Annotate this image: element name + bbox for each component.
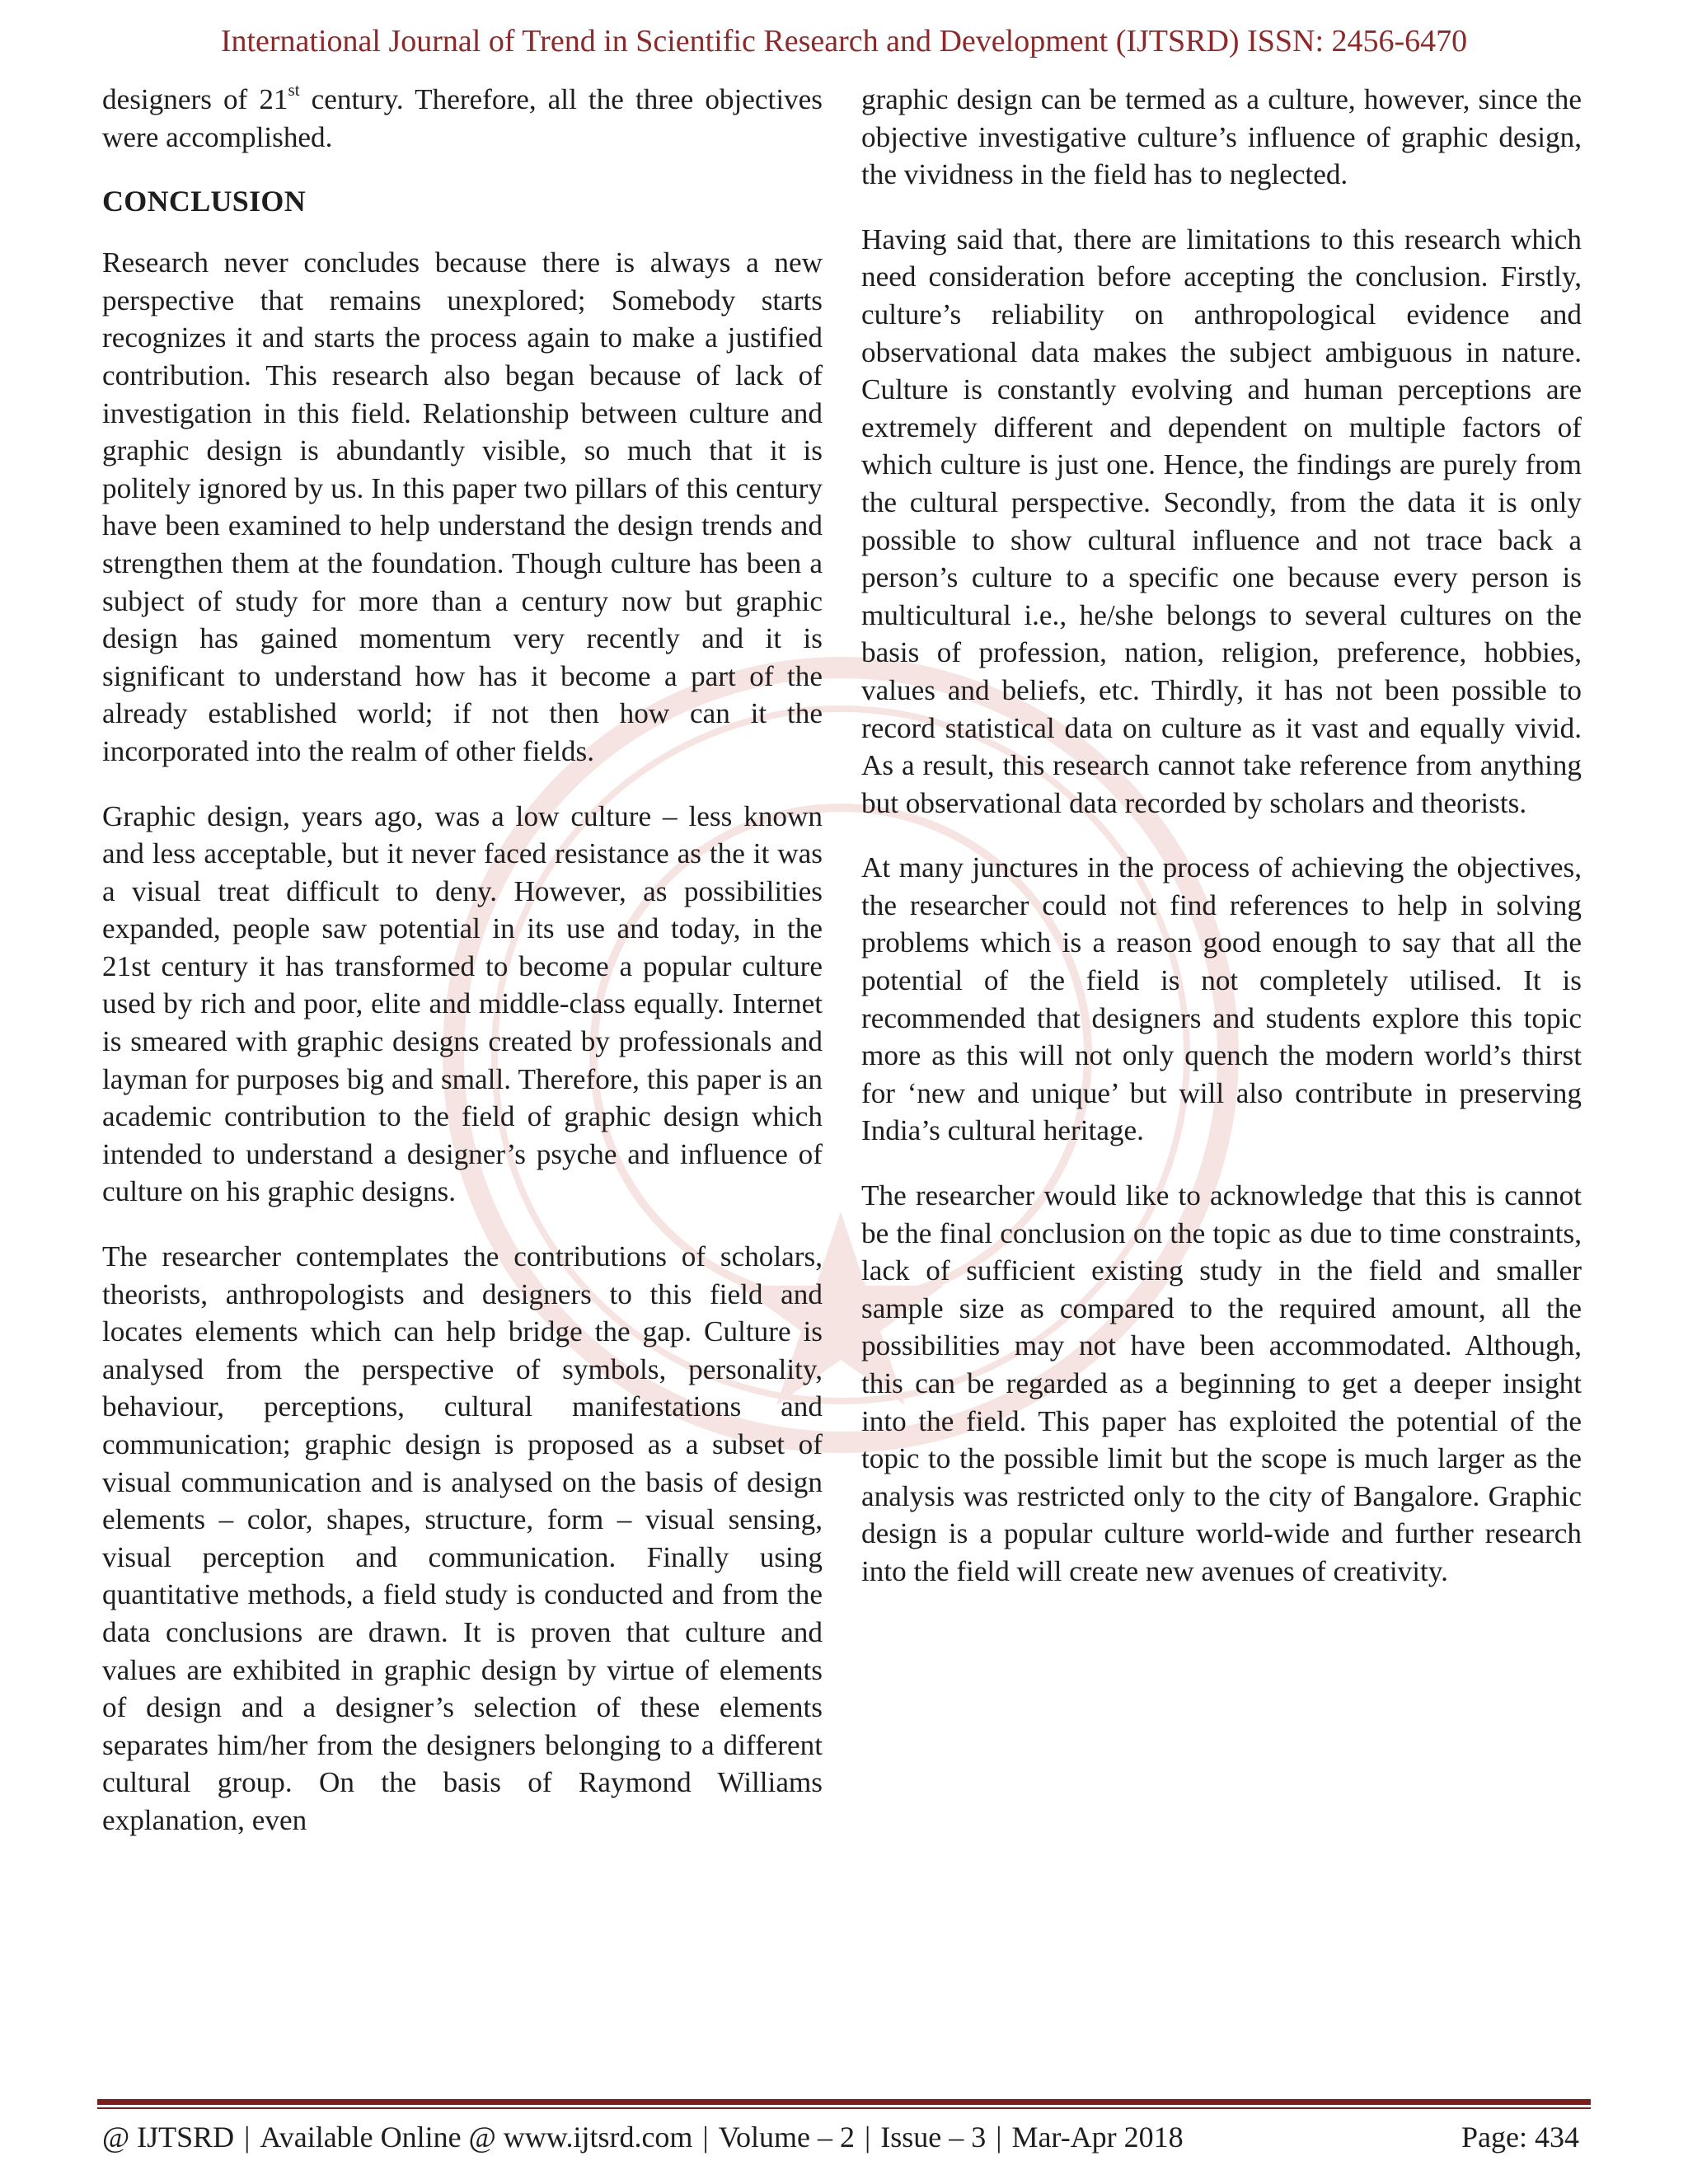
footer-divider-thin [97, 2107, 1591, 2109]
section-heading: CONCLUSION [102, 185, 307, 218]
footer-volume: Volume – 2 [718, 2121, 855, 2154]
footer-availability: Available Online @ www.ijtsrd.com [260, 2121, 693, 2154]
footer-date: Mar-Apr 2018 [1011, 2121, 1184, 2154]
body-paragraph: At many junctures in the process of achieving the objectives, the researcher could not find references to help in solving problems which is a reason good enough to say that all the potential of the field is not completely utilised. It is recommended that designers and students explore this topic more as this will not only quench the modern world’s thirst for ‘new and unique’ but will also contribute in preserving India’s cultural heritage. [861, 851, 1582, 1147]
intro-paragraph: designers of 21st century. Therefore, all the three objectives were accomplished. [102, 80, 823, 153]
body-paragraph: Having said that, there are limitations to this research which need consideration before accepting the conclusion. Firstly, culture’s reliability on anthropological evidence and observational data makes the subject ambiguous in nature. Culture is constantly evolving and human perceptions are extremely different and dependent on multiple factors of which culture is just one. Hence, the findings are purely from the cultural perspective. Secondly, from the data it is only possible to show cultural influence and not trace back a person’s culture to a specific one because every person is multicultural i.e., he/she belongs to several cultures on the basis of profession, nation, religion, preference, hobbies, values and beliefs, etc. Thirdly, it has not been possible to record statistical data on culture as it vast and equally vivid. As a result, this research cannot take reference from anything but observational data recorded by scholars and theorists. [861, 223, 1582, 819]
footer-publisher: @ IJTSRD [102, 2121, 235, 2154]
journal-header: International Journal of Trend in Scientific Research and Development (IJTSRD) ISSN: 2456-6470 [220, 24, 1468, 59]
body-paragraph: graphic design can be termed as a culture, however, since the objective investigative culture’s influence of graphic design, the vividness in the field has to neglected. [861, 83, 1582, 191]
body-paragraph: Research never concludes because there is always a new perspective that remains unexplored; Somebody starts recognizes it and starts the process again to make a justified contribution. This research also began because of lack of investigation in this field. Relationship between culture and graphic design is abundantly visible, so much that it is politely ignored by us. In this paper two pillars of this century have been examined to help understand the design trends and strengthen them at the foundation. Though culture has been a subject of study for more than a century now but graphic design has gained momentum very recently and it is significant to understand how has it become a part of the already established world; if not then how can it the incorporated into the realm of other fields. [102, 246, 823, 767]
ordinal-superscript: st [288, 80, 300, 101]
right-column [861, 81, 1582, 1618]
body-paragraph: Graphic design, years ago, was a low culture – less known and less acceptable, but it never faced resistance as the it was a visual treat difficult to deny. However, as possibilities expanded, people saw potential in its use and today, in the 21st century it has transformed to become a popular culture used by rich and poor, elite and middle-class equally. Internet is smeared with graphic designs created by professionals and layman for purposes big and small. Therefore, this paper is an academic contribution to the field of graphic design which intended to understand a designer’s psyche and influence of culture on his graphic designs. [102, 799, 823, 1208]
footer-divider [97, 2099, 1591, 2105]
body-paragraph: The researcher contemplates the contributions of scholars, theorists, anthropologists and designers to this field and locates elements which can help bridge the gap. Culture is analysed from the perspective of symbols, personality, behaviour, perceptions, cultural manifestations and communication; graphic design is proposed as a subset of visual communication and is analysed on the basis of design elements – color, shapes, structure, form – visual sensing, visual perception and communication. Finally using quantitative methods, a field study is conducted and from the data conclusions are drawn. It is proven that culture and values are exhibited in graphic design by virtue of elements of design and a designer’s selection of these elements separates him/her from the designers belonging to a different cultural group. On the basis of Raymond Williams explanation, even [102, 1240, 823, 1836]
body-paragraph: The researcher would like to acknowledge that this is cannot be the final conclusion on the topic as due to time constraints, lack of sufficient existing study in the field and smaller sample size as compared to the required amount, all the possibilities may not have been accommodated. Although, this can be regarded as a beginning to get a deeper insight into the field. This paper has exploited the potential of the topic to the possible limit but the scope is much larger as the analysis was restricted only to the city of Bangalore. Graphic design is a popular culture world-wide and further research into the field will create new avenues of creativity. [861, 1179, 1582, 1587]
page-number: Page: 434 [1461, 2121, 1579, 2154]
footer-issue: Issue – 3 [880, 2121, 987, 2154]
left-column [102, 81, 823, 1867]
page-footer: @ IJTSRD | Available Online @ www.ijtsrd.com | Volume – 2 | Issue – 3 | Mar-Apr 2018 Page: 434 [102, 2121, 1579, 2154]
